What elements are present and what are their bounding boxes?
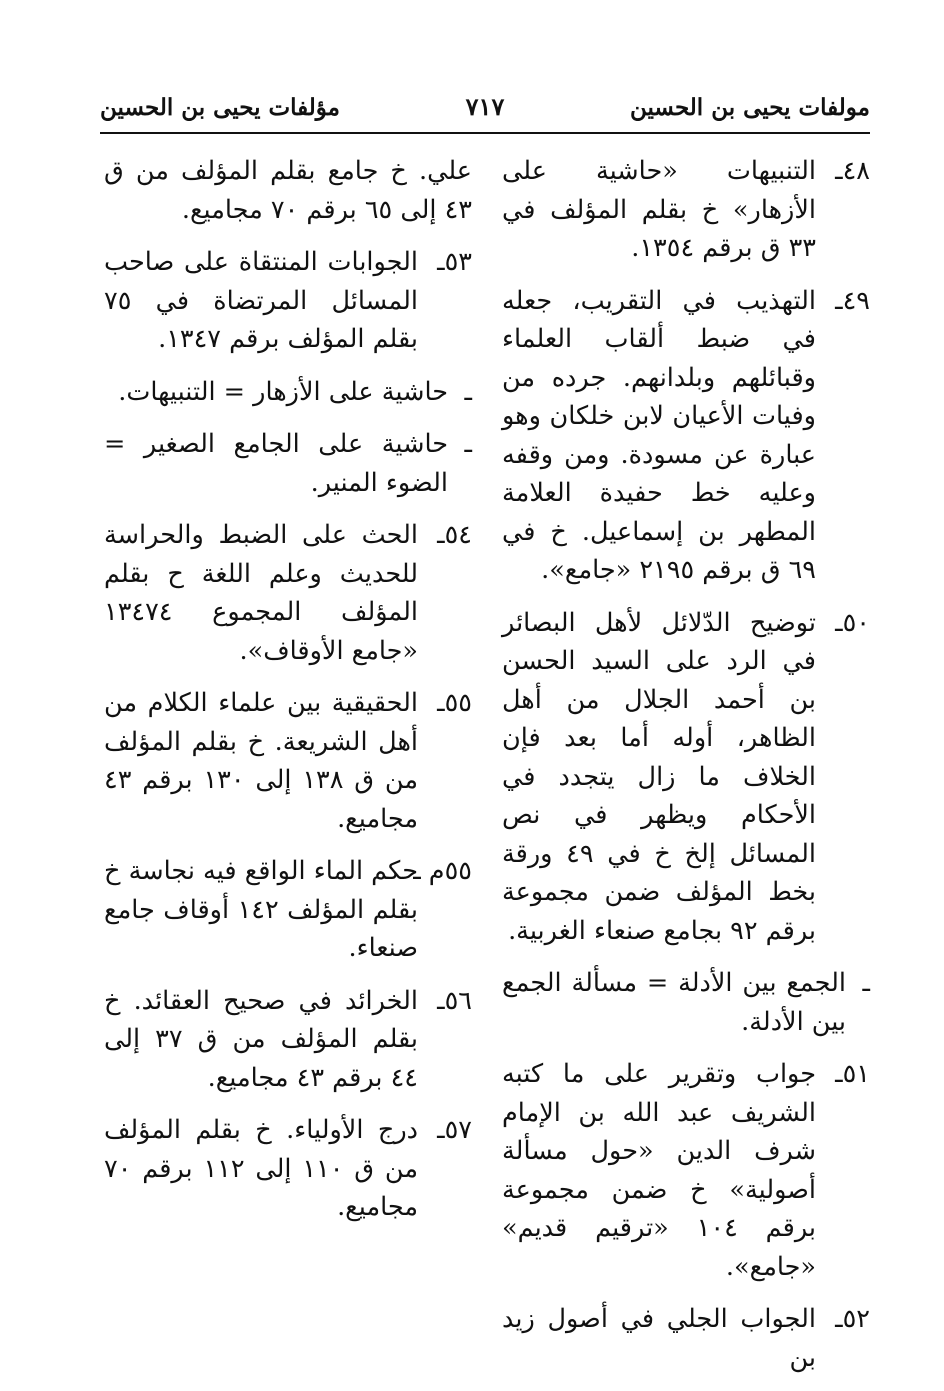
page-number: ٧١٧ <box>465 92 505 121</box>
entry-dash: ـ <box>464 429 472 459</box>
entry-text: الجواب الجلي في أصول زيد بن <box>502 1304 816 1373</box>
entry-52 <box>502 1300 870 1377</box>
entry-text: توضيح الدّلائل لأهل البصائر في الرد على السيد الحسن بن أحمد الجلال من أهل الظاهر، أوله أما بعد فإن الخلاف ما زال يتجدد في الأحكام ويظهر في نص المسائل إلخ خ في ٤٩ ورقة بخط المؤلف ضمن مجموعة برقم ٩٢ بجامع صنعاء الغربية. <box>502 607 816 946</box>
entry-number: ٤٨ـ <box>835 156 870 186</box>
running-title-left: مؤلفات يحيى بن الحسين <box>100 94 341 121</box>
entry-52-continuation <box>104 152 472 229</box>
left-column <box>104 152 472 1241</box>
entry-text: الجوابات المنتقاة على صاحب المسائل المرتضاة في ٧٥ بقلم المؤلف برقم ١٣٤٧. <box>104 247 418 354</box>
entry-54 <box>104 516 472 670</box>
entry-56 <box>104 982 472 1098</box>
entry-number: ٥٥م ـ <box>413 856 472 886</box>
entry-57 <box>104 1111 472 1227</box>
entry-dash: ـ <box>464 376 472 407</box>
entry-number: ٥٥ـ <box>437 688 472 718</box>
entry-55 <box>104 684 472 838</box>
entry-text: التهذيب في التقريب، جعله في ضبط ألقاب العلماء وقبائلهم وبلدانهم. جرده من وفيات الأعيان لابن خلكان وهو عبارة عن مسودة. ومن وقفه وعليه خط حفيدة العلامة المطهر بن إسماعيل. خ في ٦٩ ق برقم ٢١٩٥ «جامع». <box>502 285 816 585</box>
entry-number: ٥١ـ <box>835 1059 870 1089</box>
running-title-right: مولفات يحيى بن الحسين <box>629 94 870 121</box>
cross-reference-entry <box>502 964 870 1041</box>
entry-text: الحث على الضبط والحراسة للحديث وعلم اللغة ح بقلم المؤلف المجموع ١٣٤٧٤ «جامع الأوقاف». <box>104 520 418 666</box>
entry-number: ٥٠ـ <box>835 607 870 638</box>
entry-number: ٥٤ـ <box>437 520 472 550</box>
entry-number: ٤٩ـ <box>835 285 870 316</box>
entry-49 <box>502 282 870 590</box>
header-rule <box>100 132 870 134</box>
entry-number: ٥٢ـ <box>835 1304 870 1334</box>
cross-reference-entry <box>104 425 472 502</box>
entry-text: الخرائد في صحيح العقائد. خ بقلم المؤلف من ق ٣٧ إلى ٤٤ برقم ٤٣ مجاميع. <box>104 985 419 1093</box>
entry-dash: ـ <box>862 968 870 998</box>
entry-51 <box>502 1055 870 1286</box>
page-header <box>100 88 870 128</box>
right-column <box>502 152 870 1391</box>
entry-text: حكم الماء الواقع فيه نجاسة خ بقلم المؤلف ١٤٢ أوقاف جامع صنعاء. <box>104 856 418 963</box>
entry-53 <box>104 243 472 359</box>
entry-number: ٥٦ـ <box>437 985 472 1016</box>
entry-50 <box>502 604 870 951</box>
cross-reference-entry <box>104 373 472 412</box>
entry-number: ٥٣ـ <box>437 247 472 277</box>
entry-text: درج الأولياء. خ بقلم المؤلف من ق ١١٠ إلى ١١٢ برقم ٧٠ مجاميع. <box>104 1115 418 1222</box>
entry-text: حاشية على الأزهار = التنبيهات. <box>118 376 448 407</box>
entry-text: علي. خ جامع بقلم المؤلف من ق ٤٣ إلى ٦٥ برقم ٧٠ مجاميع. <box>104 156 472 225</box>
entry-text: التنبيهات «حاشية على الأزهار» خ بقلم المؤلف في ٣٣ ق برقم ١٣٥٤. <box>502 156 816 263</box>
entry-48 <box>502 152 870 268</box>
entry-text: الحقيقية بين علماء الكلام من أهل الشريعة. خ بقلم المؤلف من ق ١٣٨ إلى ١٣٠ برقم ٤٣ مجاميع. <box>104 688 418 834</box>
entry-text: الجمع بين الأدلة = مسألة الجمع بين الأدلة. <box>502 968 846 1037</box>
entry-text: جواب وتقرير على ما كتبه الشريف عبد الله بن الإمام شرف الدين «حول مسألة أصولية» خ ضمن مجموعة برقم ١٠٤ «ترقيم قديم» «جامع». <box>502 1059 816 1282</box>
entry-55m <box>104 852 472 968</box>
entry-number: ٥٧ـ <box>437 1115 472 1145</box>
entry-text: حاشية على الجامع الصغير = الضوء المنير. <box>104 429 448 498</box>
